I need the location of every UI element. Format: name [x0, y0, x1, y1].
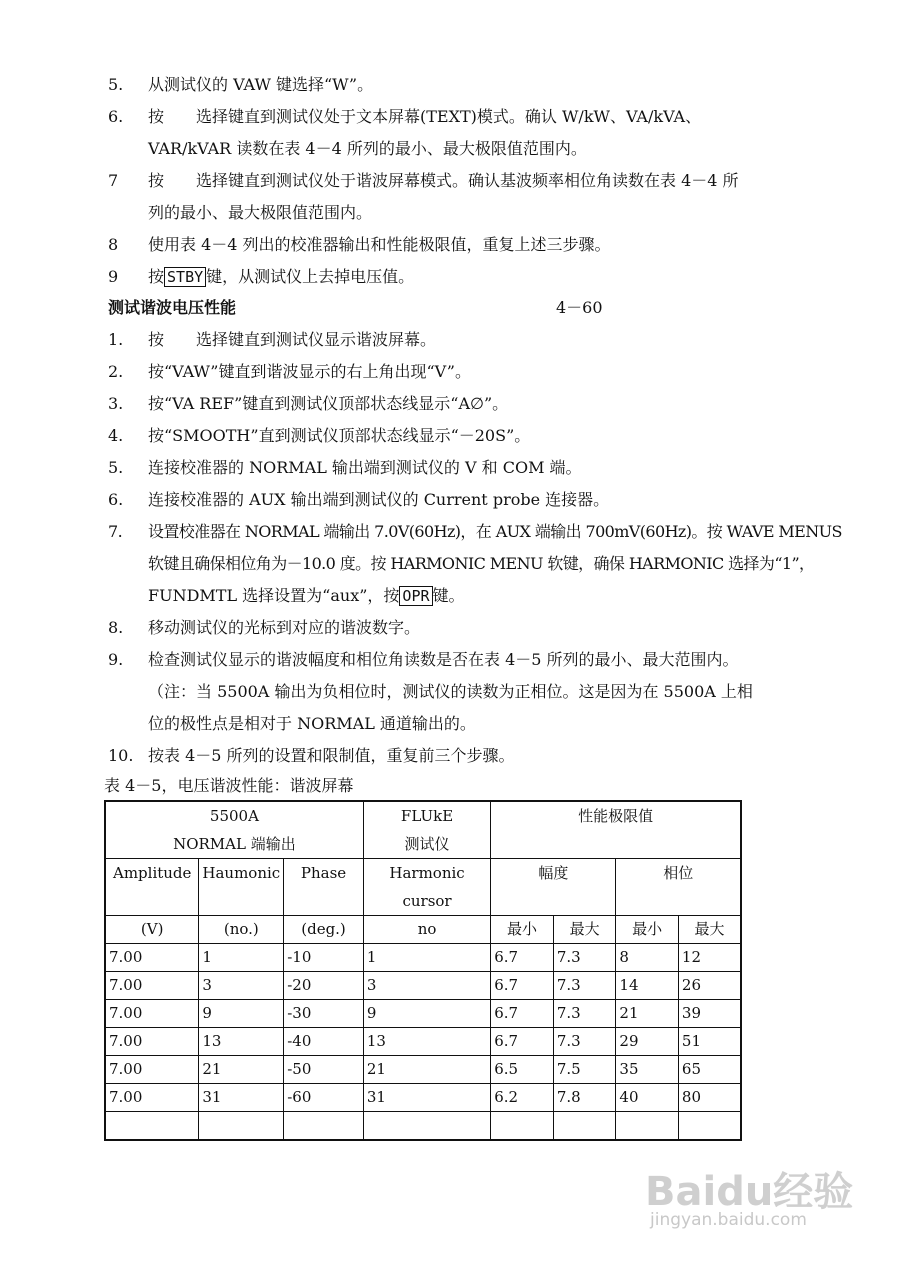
- cell: 31: [363, 1084, 490, 1112]
- cell: [491, 1112, 554, 1141]
- opr-key: OPR: [399, 586, 432, 606]
- cell: 7.3: [553, 944, 616, 972]
- phase-header: Phase: [284, 859, 364, 916]
- section-title: 测试谐波电压性能: [108, 298, 237, 317]
- cell: 12: [678, 944, 741, 972]
- cell: [105, 1112, 199, 1141]
- step-b6: 6. 连接校准器的 AUX 输出端到测试仪的 Current probe 连接器。: [108, 490, 610, 509]
- step-6: 6. 按 选择键直到测试仪处于文本屏幕(TEXT)模式。确认 W/kW、VA/kVA、: [108, 107, 702, 126]
- cell: 39: [678, 1000, 741, 1028]
- step-b7-cont: 软键且确保相位角为－10.0 度。按 HARMONIC MENU 软键，确保 HARMONIC 选择为“1”，: [148, 554, 815, 573]
- step-c10: 10. 按表 4－5 所列的设置和限制值，重复前三个步骤。: [108, 746, 515, 765]
- mag-min-header: 最小: [491, 916, 554, 944]
- cell: 40: [616, 1084, 679, 1112]
- magnitude-header: 幅度: [491, 859, 616, 916]
- ph-min-header: 最小: [616, 916, 679, 944]
- cell: -60: [284, 1084, 364, 1112]
- cell: 6.7: [491, 944, 554, 972]
- step-b7-end: FUNDMTL 选择设置为“aux”，按 OPR 键。: [148, 586, 465, 605]
- limits-header: 性能极限值: [491, 801, 741, 859]
- cell: [284, 1112, 364, 1141]
- step-9: 9 按 STBY 键，从测试仪上去掉电压值。: [108, 267, 415, 286]
- cell: 80: [678, 1084, 741, 1112]
- table-header-row-1: [105, 801, 741, 859]
- cell: 9: [199, 1000, 284, 1028]
- cell: 31: [199, 1084, 284, 1112]
- step-c9-note-cont: 位的极性点是相对于 NORMAL 通道输出的。: [148, 714, 476, 733]
- cell: 35: [616, 1056, 679, 1084]
- stby-key: STBY: [164, 267, 206, 287]
- table-row-empty: [105, 1112, 741, 1141]
- cell: 7.00: [105, 1084, 199, 1112]
- step-b7: 7. 设置校准器在 NORMAL 端输出 7.0V(60Hz)，在 AUX 端输出 700mV(60Hz)。按 WAVE MENUS: [108, 522, 842, 541]
- section-ref: 4－60: [556, 298, 603, 317]
- baidu-watermark-logo: Baidu经验: [645, 1169, 854, 1215]
- cell: 26: [678, 972, 741, 1000]
- cell: 7.00: [105, 1056, 199, 1084]
- step-7: 7 按 选择键直到测试仪处于谐波屏幕模式。确认基波频率相位角读数在表 4－4 所: [108, 171, 739, 190]
- harmonic-unit: (no.): [199, 916, 284, 944]
- cell: 13: [363, 1028, 490, 1056]
- cell: [363, 1112, 490, 1141]
- amplitude-unit: (V): [105, 916, 199, 944]
- step-8: 8 使用表 4－4 列出的校准器输出和性能极限值，重复上述三步骤。: [108, 235, 611, 254]
- cursor-header: Harmonic cursor: [363, 859, 490, 916]
- step-b4: 4. 按“SMOOTH”直到测试仪顶部状态线显示“－20S”。: [108, 426, 531, 445]
- cell: 6.5: [491, 1056, 554, 1084]
- cell: 13: [199, 1028, 284, 1056]
- cell: 29: [616, 1028, 679, 1056]
- table-row: [105, 1056, 741, 1084]
- cell: 7.8: [553, 1084, 616, 1112]
- cell: 6.2: [491, 1084, 554, 1112]
- cell: 6.7: [491, 1028, 554, 1056]
- cell: 7.3: [553, 972, 616, 1000]
- step-c8: 8. 移动测试仪的光标到对应的谐波数字。: [108, 618, 421, 637]
- table-row: [105, 972, 741, 1000]
- step-5: 5. 从测试仪的 VAW 键选择“W”。: [108, 75, 374, 94]
- step-c9: 9. 检查测试仪显示的谐波幅度和相位角读数是否在表 4－5 所列的最小、最大范围内。: [108, 650, 739, 669]
- cell: 21: [363, 1056, 490, 1084]
- step-7-cont: 列的最小、最大极限值范围内。: [148, 203, 373, 222]
- cell: 21: [616, 1000, 679, 1028]
- cell: 9: [363, 1000, 490, 1028]
- baidu-watermark-url: jingyan.baidu.com: [650, 1210, 807, 1230]
- table-row: [105, 944, 741, 972]
- table-header-row-3: [105, 916, 741, 944]
- step-6-cont: VAR/kVAR 读数在表 4－4 所列的最小、最大极限值范围内。: [148, 139, 587, 158]
- cell: 51: [678, 1028, 741, 1056]
- cell: 7.3: [553, 1000, 616, 1028]
- cell: 7.00: [105, 972, 199, 1000]
- cell: 6.7: [491, 1000, 554, 1028]
- step-c9-note: （注：当 5500A 输出为负相位时，测试仪的读数为正相位。这是因为在 5500A 上相: [148, 682, 753, 701]
- cell: 7.00: [105, 944, 199, 972]
- cell: -10: [284, 944, 364, 972]
- cell: 7.00: [105, 1028, 199, 1056]
- ph-max-header: 最大: [678, 916, 741, 944]
- cell: 65: [678, 1056, 741, 1084]
- amplitude-header: Amplitude: [105, 859, 199, 916]
- cell: 3: [363, 972, 490, 1000]
- step-b5: 5. 连接校准器的 NORMAL 输出端到测试仪的 V 和 COM 端。: [108, 458, 582, 477]
- table-row: [105, 1028, 741, 1056]
- table-header-row-2: [105, 859, 741, 916]
- harmonic-header: Haumonic: [199, 859, 284, 916]
- cell: -50: [284, 1056, 364, 1084]
- cell: 7.00: [105, 1000, 199, 1028]
- cell: 7.5: [553, 1056, 616, 1084]
- cell: 8: [616, 944, 679, 972]
- cursor-unit: no: [363, 916, 490, 944]
- cell: 14: [616, 972, 679, 1000]
- cell: 1: [199, 944, 284, 972]
- cell: 7.3: [553, 1028, 616, 1056]
- table-row: [105, 1000, 741, 1028]
- cell: 21: [199, 1056, 284, 1084]
- cell: [616, 1112, 679, 1141]
- cell: -20: [284, 972, 364, 1000]
- cell: -30: [284, 1000, 364, 1028]
- cell: -40: [284, 1028, 364, 1056]
- table-caption: 表 4－5，电压谐波性能：谐波屏幕: [104, 776, 354, 795]
- step-b2: 2. 按“VAW”键直到谐波显示的右上角出现“V”。: [108, 362, 471, 381]
- harmonic-performance-table: [104, 800, 742, 1141]
- cell: 6.7: [491, 972, 554, 1000]
- cell: 1: [363, 944, 490, 972]
- cell: 3: [199, 972, 284, 1000]
- mag-max-header: 最大: [553, 916, 616, 944]
- cell: [678, 1112, 741, 1141]
- calibrator-header: 5500A NORMAL 端输出: [105, 801, 363, 859]
- cell: [199, 1112, 284, 1141]
- phase-limit-header: 相位: [616, 859, 741, 916]
- cell: [553, 1112, 616, 1141]
- tester-header: FLUkE 测试仪: [363, 801, 490, 859]
- step-b1: 1. 按 选择键直到测试仪显示谐波屏幕。: [108, 330, 437, 349]
- step-b3: 3. 按“VA REF”键直到测试仪顶部状态线显示“A∅”。: [108, 394, 509, 413]
- table-row: [105, 1084, 741, 1112]
- phase-unit: (deg.): [284, 916, 364, 944]
